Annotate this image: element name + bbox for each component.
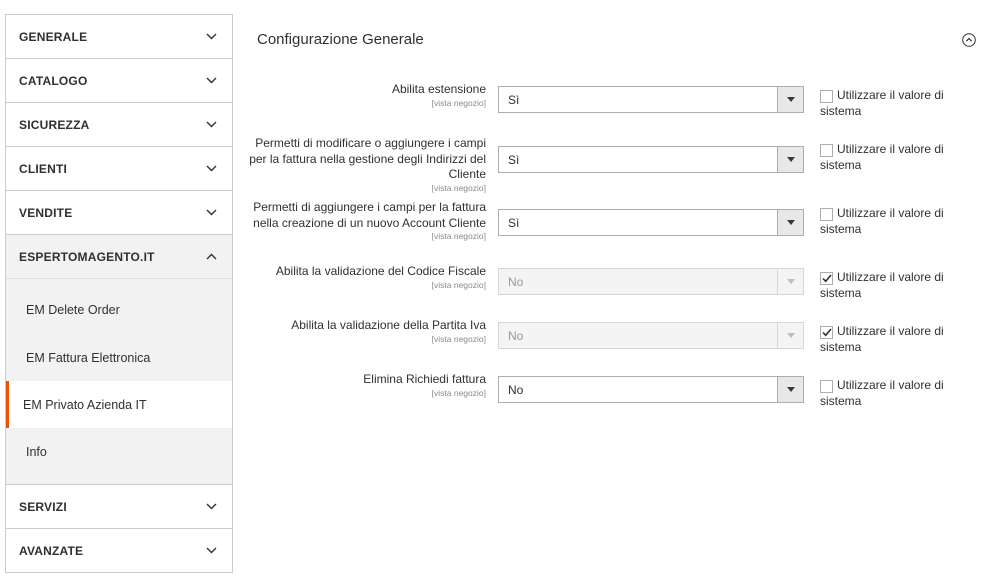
sub-item-em-privato-azienda-it[interactable]: EM Privato Azienda IT	[6, 381, 232, 428]
section-sicurezza[interactable]	[6, 103, 232, 147]
dropdown-arrow-icon[interactable]	[777, 377, 803, 402]
field-label	[246, 264, 486, 291]
abilita-estensione-select[interactable]	[498, 86, 804, 113]
section-clienti[interactable]	[6, 147, 232, 191]
use-system-checkbox[interactable]	[820, 380, 833, 393]
use-system-label: Utilizzare il valore di sistema	[820, 378, 944, 408]
use-system-checkbox[interactable]	[820, 208, 833, 221]
sub-item-em-delete-order[interactable]: EM Delete Order	[26, 302, 120, 317]
checkmark-icon	[822, 274, 832, 283]
sub-item-em-fattura-elettronica[interactable]: EM Fattura Elettronica	[26, 350, 151, 365]
field-label-text: Elimina Richiedi fattura	[363, 372, 486, 386]
field-scope: [vista negozio]	[431, 97, 486, 108]
field-label	[246, 372, 486, 399]
chevron-down-icon	[204, 118, 218, 132]
chevron-down-icon	[204, 206, 218, 220]
dropdown-arrow-icon[interactable]	[777, 147, 803, 172]
espertomagento-sub-items	[6, 279, 232, 485]
select-value: No	[508, 328, 524, 343]
field-scope: [vista negozio]	[431, 279, 486, 290]
section-label: SERVIZI	[19, 499, 67, 514]
section-label: SICUREZZA	[19, 117, 90, 132]
use-system-value	[820, 88, 960, 119]
field-scope: [vista negozio]	[431, 231, 486, 241]
nuovo-account-select[interactable]	[498, 209, 804, 236]
chevron-down-icon	[204, 544, 218, 558]
field-scope: [vista negozio]	[431, 333, 486, 344]
checkmark-icon	[822, 328, 832, 337]
field-label-text: Abilita la validazione del Codice Fiscale	[275, 264, 486, 278]
section-espertomagento[interactable]	[6, 235, 232, 279]
field-label-text: Abilita la validazione della Partita Iva	[291, 318, 486, 332]
field-scope: [vista negozio]	[431, 387, 486, 398]
select-value: Sì	[508, 215, 520, 230]
page-title: Configurazione Generale	[257, 31, 424, 48]
chevron-up-icon	[204, 250, 218, 264]
use-system-label: Utilizzare il valore di sistema	[820, 324, 944, 354]
field-label-text: Abilita estensione	[391, 82, 486, 96]
sub-item-info[interactable]: Info	[26, 445, 47, 459]
section-vendite[interactable]	[6, 191, 232, 235]
use-system-label: Utilizzare il valore di sistema	[820, 206, 944, 236]
config-sidebar	[5, 14, 233, 573]
section-label: CATALOGO	[19, 73, 88, 88]
section-label: ESPERTOMAGENTO.IT	[19, 249, 155, 264]
use-system-value	[820, 270, 960, 301]
use-system-checkbox[interactable]	[820, 272, 833, 285]
partita-iva-select	[498, 322, 804, 349]
chevron-down-icon	[204, 500, 218, 514]
dropdown-arrow-icon	[777, 269, 803, 294]
use-system-label: Utilizzare il valore di sistema	[820, 270, 944, 300]
field-label-text: Permetti di aggiungere i campi per la fattura nella creazione di un nuovo Account Cliente	[253, 200, 486, 230]
section-generale[interactable]	[6, 15, 232, 59]
use-system-checkbox[interactable]	[820, 144, 833, 157]
codice-fiscale-select	[498, 268, 804, 295]
field-label-text: Permetti di modificare o aggiungere i campi per la fattura nella gestione degli Indirizzi del Cliente	[249, 136, 486, 181]
dropdown-arrow-icon[interactable]	[777, 210, 803, 235]
collapse-circle-icon[interactable]	[962, 33, 976, 47]
use-system-value	[820, 324, 960, 355]
field-label	[246, 82, 486, 109]
select-value: Sì	[508, 152, 520, 167]
use-system-value	[820, 378, 960, 409]
use-system-value	[820, 142, 960, 173]
section-label: GENERALE	[19, 29, 88, 44]
dropdown-arrow-icon[interactable]	[777, 87, 803, 112]
field-scope: [vista negozio]	[431, 182, 486, 193]
field-label	[246, 136, 486, 194]
select-value: No	[508, 382, 524, 397]
richiedi-fattura-select[interactable]	[498, 376, 804, 403]
field-label	[246, 200, 486, 242]
section-avanzate[interactable]	[6, 529, 232, 573]
use-system-label: Utilizzare il valore di sistema	[820, 88, 944, 118]
dropdown-arrow-icon	[777, 323, 803, 348]
field-label	[246, 318, 486, 345]
use-system-value	[820, 206, 960, 237]
use-system-checkbox[interactable]	[820, 326, 833, 339]
use-system-checkbox[interactable]	[820, 90, 833, 103]
use-system-label: Utilizzare il valore di sistema	[820, 142, 944, 172]
chevron-down-icon	[204, 30, 218, 44]
chevron-down-icon	[204, 162, 218, 176]
modifica-indirizzi-select[interactable]	[498, 146, 804, 173]
chevron-down-icon	[204, 74, 218, 88]
section-label: AVANZATE	[19, 543, 84, 558]
section-label: CLIENTI	[19, 161, 68, 176]
select-value: Sì	[508, 92, 520, 107]
section-label: VENDITE	[19, 205, 73, 220]
section-servizi[interactable]	[6, 485, 232, 529]
section-catalogo[interactable]	[6, 59, 232, 103]
select-value: No	[508, 274, 524, 289]
